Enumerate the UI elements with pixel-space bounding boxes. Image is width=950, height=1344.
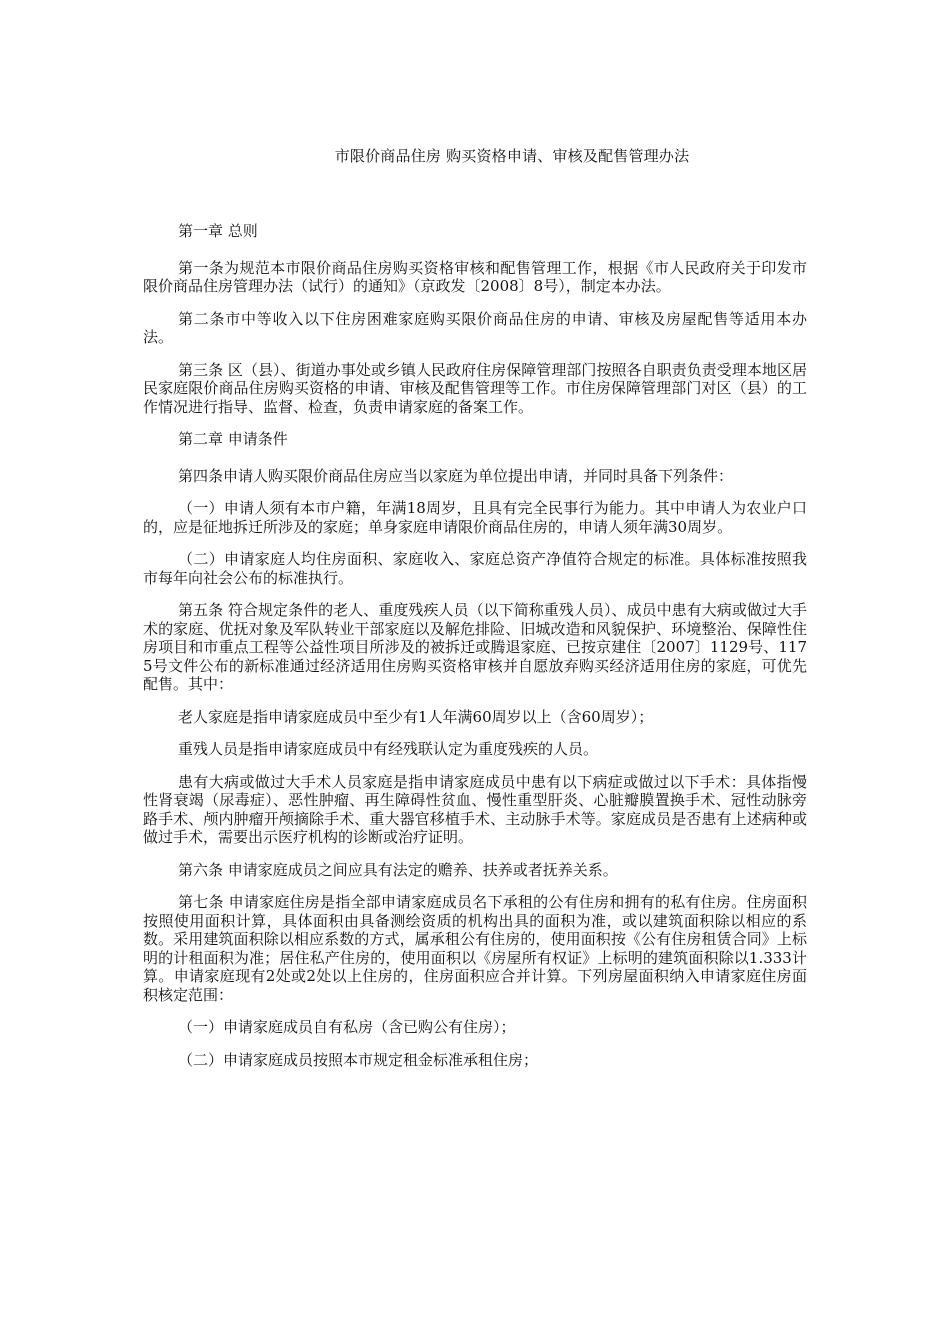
article-paragraph: （二）申请家庭人均住房面积、家庭收入、家庭总资产净值符合规定的标准。具体标准按照我市每年向社会公布的标准执行。 xyxy=(143,550,807,587)
article-paragraph: 第一条为规范本市限价商品住房购买资格审核和配售管理工作，根据《市人民政府关于印发市限价商品住房管理办法（试行）的通知》（京政发〔2008〕8号），制定本办法。 xyxy=(143,258,807,295)
article-paragraph: 第三条 区（县）、街道办事处或乡镇人民政府住房保障管理部门按照各自职责负责受理本地区居民家庭限价商品住房购买资格的申请、审核及配售管理等工作。市住房保障管理部门对区（县）的工作情况进行指导、监督、检查，负责申请家庭的备案工作。 xyxy=(143,360,807,416)
article-paragraph: （一）申请人须有本市户籍，年满18周岁，且具有完全民事行为能力。其中申请人为农业户口的，应是征地拆迁所涉及的家庭；单身家庭申请限价商品住房的，申请人须年满30周岁。 xyxy=(143,499,807,536)
article-paragraph: 第五条 符合规定条件的老人、重度残疾人员（以下简称重残人员）、成员中患有大病或做过大手术的家庭、优抚对象及军队转业干部家庭以及解危排险、旧城改造和风貌保护、环境整治、保障性住房项目和市重点工程等公益性项目所涉及的被拆迁或腾退家庭、已按京建住〔2007〕1129号、1175号文件公布的新标准通过经济适用住房购买资格审核并自愿放弃购买经济适用住房的家庭，可优先配售。其中： xyxy=(143,601,807,693)
article-paragraph: 第四条申请人购买限价商品住房应当以家庭为单位提出申请，并同时具备下列条件： xyxy=(178,466,734,485)
document-body xyxy=(143,222,807,1083)
article-paragraph: （二）申请家庭成员按照本市规定租金标准承租住房； xyxy=(178,1050,539,1069)
chapter-heading: 第一章 总则 xyxy=(178,222,258,240)
article-paragraph: 重残人员是指申请家庭成员中有经残联认定为重度残疾的人员。 xyxy=(178,740,599,758)
article-paragraph: 第七条 申请家庭住房是指全部申请家庭成员名下承租的公有住房和拥有的私有住房。住房面积按照使用面积计算，具体面积由具备测绘资质的机构出具的面积为准，或以建筑面积除以相应的系数。采用建筑面积除以相应系数的方式，属承租公有住房的，使用面积按《公有住房租赁合同》上标明的计租面积为准；居住私产住房的，使用面积以《房屋所有权证》上标明的建筑面积除以1.333计算。申请家庭现有2处或2处以上住房的，住房面积应合并计算。下列房屋面积纳入申请家庭住房面积核定范围： xyxy=(143,893,807,1004)
article-paragraph: （一）申请家庭成员自有私房（含已购公有住房）； xyxy=(178,1018,516,1036)
article-paragraph: 患有大病或做过大手术人员家庭是指申请家庭成员中患有以下病症或做过以下手术：具体指慢性肾衰竭（尿毒症）、恶性肿瘤、再生障碍性贫血、慢性重型肝炎、心脏瓣膜置换手术、冠性动脉旁路手术、颅内肿瘤开颅摘除手术、重大器官移植手术、主动脉手术等。家庭成员是否患有上述病种或做过手术，需要出示医疗机构的诊断或治疗证明。 xyxy=(143,772,807,846)
article-paragraph: 老人家庭是指申请家庭成员中至少有1人年满60周岁以上（含60周岁）； xyxy=(178,707,654,726)
chapter-heading: 第二章 申请条件 xyxy=(178,430,288,448)
article-paragraph: 第二条市中等收入以下住房困难家庭购买限价商品住房的申请、审核及房屋配售等适用本办法。 xyxy=(143,309,807,346)
article-paragraph: 第六条 申请家庭成员之间应具有法定的赡养、扶养或者抚养关系。 xyxy=(178,860,618,879)
document-title: 市限价商品住房 购买资格申请、审核及配售管理办法 xyxy=(334,147,690,165)
